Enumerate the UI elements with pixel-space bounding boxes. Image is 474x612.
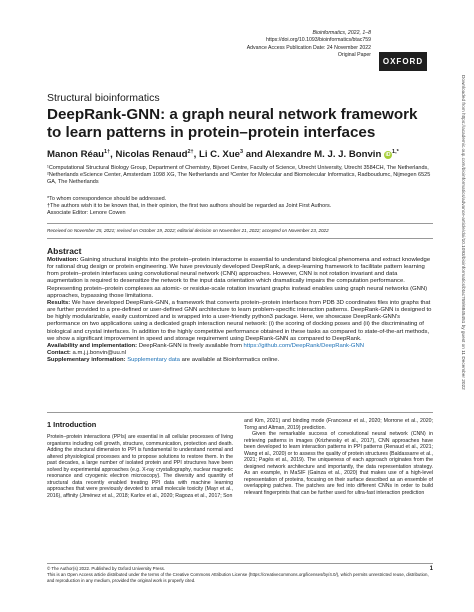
abstract-results bbox=[47, 300, 433, 343]
correspondence-note: *To whom correspondence should be addressed. bbox=[47, 196, 167, 202]
section-label: Structural bioinformatics bbox=[47, 92, 160, 104]
github-link[interactable]: https://github.com/DeepRank/DeepRank-GNN bbox=[243, 342, 365, 349]
license-text: This is an Open Access article distributed under the terms of the Creative Commons Attribution License (https://creativecommons.org/licenses/by/4.0/), which permits unrestricted reuse, distribution, and reproduction in any medium, provided the original work is properly cited. bbox=[47, 572, 429, 583]
article-meta bbox=[151, 30, 371, 60]
intro-paragraph: and Kim, 2021) and binding mode (Francoeur et al., 2020; Morrone et al., 2020; Torng and Altman, 2019) prediction. bbox=[244, 418, 433, 431]
abstract-availability bbox=[47, 343, 433, 350]
author-name[interactable]: Manon Réau bbox=[47, 149, 105, 161]
supplementary-text: are available at Bioinformatics online. bbox=[179, 357, 280, 364]
divider bbox=[47, 238, 433, 239]
publisher-logo[interactable]: OXFORD bbox=[379, 52, 427, 71]
license-footer bbox=[47, 566, 433, 584]
contact-email[interactable]: a.m.j.j.bonvin@uu.nl bbox=[72, 350, 126, 357]
author-name[interactable]: Alexandre M. J. J. Bonvin bbox=[265, 149, 382, 161]
received-dates: Received on November 25, 2021; revised on October 19, 2022; editorial decision on November 21, 2022; accepted on November 23, 2022 bbox=[47, 228, 329, 233]
copyright: © The Author(s) 2022. Published by Oxford University Press. bbox=[47, 566, 166, 571]
associate-editor: Associate Editor: Lenore Cowen bbox=[47, 210, 126, 217]
supplementary-link[interactable]: Supplementary data bbox=[127, 357, 180, 364]
author-name[interactable]: Nicolas Renaud bbox=[115, 149, 188, 161]
joint-authorship-note: †The authors wish it to be known that, in their opinion, the first two authors should be regarded as Joint First Authors. bbox=[47, 203, 332, 210]
author-name[interactable]: Li C. Xue bbox=[198, 149, 241, 161]
orcid-icon[interactable]: iD bbox=[385, 151, 391, 158]
supplementary-label: Supplementary information: bbox=[47, 357, 126, 364]
author-notes bbox=[47, 196, 432, 218]
affiliations: ¹Computational Structural Biology Group, Department of Chemistry, Bijvoet Centre, Faculty of Science, Utrecht University, Utrecht 3584CH, The Netherlands, ²Netherlands eScience Center, Amsterdam 1098 XG, The Netherlands and ³Center for Molecular and Biomolecular Informatics, Radboudumc, Nijmegen 6525 GA, The Netherlands bbox=[47, 165, 431, 186]
motivation-label: Motivation: bbox=[47, 257, 79, 263]
intro-paragraph: Given the remarkable success of convolutional neural network (CNN) in retrieving patterns in images (Krizhevsky et al., 2017), CNN approaches have been developed to learn interaction patterns in PPI patterns (Renaud et al., 2021; Wang et al., 2020) or to assess the quality of protein structures (Baldassarre et al., 2021; Pagès et al., 2019). The uniqueness of each approach originates from the designed network architecture and importantly, the data representation strategy. As an example, in MaSIF (Gainza et al., 2020) that makes use of a high-level representation of proteins, focusing on their surface described as an ensemble of overlapping patches. The patches are fed into different CNNs in order to build relevant fingerprints that can be further used for ultra-fast interaction prediction bbox=[244, 431, 433, 497]
abstract-contact bbox=[47, 350, 433, 357]
results-label: Results: bbox=[47, 299, 71, 306]
advance-access-date: Advance Access Publication Date: 24 November 2022 bbox=[246, 44, 371, 51]
divider bbox=[47, 412, 433, 413]
abstract-supplementary bbox=[47, 357, 433, 364]
availability-text: DeepRank-GNN is freely available from bbox=[138, 342, 244, 349]
author-affiliation-mark: 2† bbox=[187, 149, 194, 155]
divider bbox=[47, 223, 433, 224]
availability-label: Availability and implementation: bbox=[47, 342, 138, 349]
abstract-heading: Abstract bbox=[47, 246, 82, 256]
journal-citation: Bioinformatics, 2022, 1–8 bbox=[312, 30, 371, 36]
footer-divider bbox=[47, 563, 433, 564]
abstract-body bbox=[47, 257, 433, 364]
results-text: We have developed DeepRank-GNN, a framework that converts protein–protein interfaces from PDB 3D coordinates files into graphs that are further provided to a pre-defined or user-defined GNN architecture to learn problem-specific interaction patterns. DeepRank-GNN is designed to be highly modularizable, easily customized and is wrapped into a user-friendly python3 package. Here, we showcase DeepRank-GNN's performance on two applications using a dedicated graph interaction neural network: (i) the scoring of docking poses and (ii) the discriminating of biological and crystal interfaces. In addition to the highly competitive performance obtained in these tasks as compared to state-of-the-art methods, we show a significant improvement in speed and storage requirement using DeepRank-GNN as compared to DeepRank. bbox=[47, 299, 432, 342]
paper-title: DeepRank-GNN: a graph neural network framework to learn patterns in protein–protein interfaces bbox=[47, 106, 418, 141]
contact-label: Contact: bbox=[47, 350, 71, 357]
page-number: 1 bbox=[429, 566, 433, 572]
doi-link[interactable]: https://doi.org/10.1093/bioinformatics/btac759 bbox=[266, 37, 371, 44]
author-list: Manon Réau$^{1\dagger}$, Nicolas Renaud$^{2\dagger}$, Li C. Xue$^3$ and Alexandre M. J. J. Bonvin iD $^{1,*}$ bbox=[47, 149, 399, 161]
motivation-text: Gaining structural insights into the protein–protein interactome is essential to understand biological phenomena and extract knowledge for rational drug design or protein engineering. We have previously developed DeepRank, a deep-learning framework to facilitate pattern learning from protein–protein interfaces using convolutional neural network (CNN) approaches. However, CNN is not rotation invariant and data augmentation is required to desensitize the network to the input data orientation which dramatically impairs the computation performance. Representing protein–protein complexes as atomic- or residue-scale rotation invariant graphs instead enables using graph neural networks (GNN) approaches, bypassing those limitations. bbox=[47, 257, 431, 299]
introduction-heading: 1 Introduction bbox=[47, 420, 97, 429]
intro-paragraph: Protein–protein interactions (PPIs) are essential in all cellular processes of living organisms including cell growth, structure, communication, protection and death. Adding the structural dimension to PPI is fundamental to understand normal and altered physiological processes and to propose solutions to restore them. In the past decades, a large number of isolated protein and PPI structures have been solved by experimental approaches (e.g. X-ray crystallography, nuclear magnetic resonance and cryogenic electron microscopy). The diversity and quantity of structural data recently enabled treating PPI data with machine learning approaches that were previously devoted to small molecule toxicity (Mayr et al., 2016), affinity (Jiménez et al., 2018; Karlov et al., 2020; Ragoza et al., 2017; Son bbox=[47, 434, 233, 499]
abstract-motivation bbox=[47, 257, 433, 300]
introduction-left-column bbox=[47, 434, 233, 499]
download-sidebar bbox=[459, 75, 469, 595]
author-affiliation-mark: 1,* bbox=[392, 149, 399, 155]
paper-type: Original Paper bbox=[337, 52, 371, 59]
download-notice: Downloaded from https://academic.oup.com/bioinformatics/advance-article/doi/10.1093/bioinformatics/btac759/6845451 by guest on 11 December 2022 bbox=[461, 75, 466, 390]
introduction-right-column bbox=[244, 418, 433, 497]
author-affiliation-mark: 1† bbox=[104, 149, 111, 155]
author-affiliation-mark: 3 bbox=[240, 149, 244, 155]
